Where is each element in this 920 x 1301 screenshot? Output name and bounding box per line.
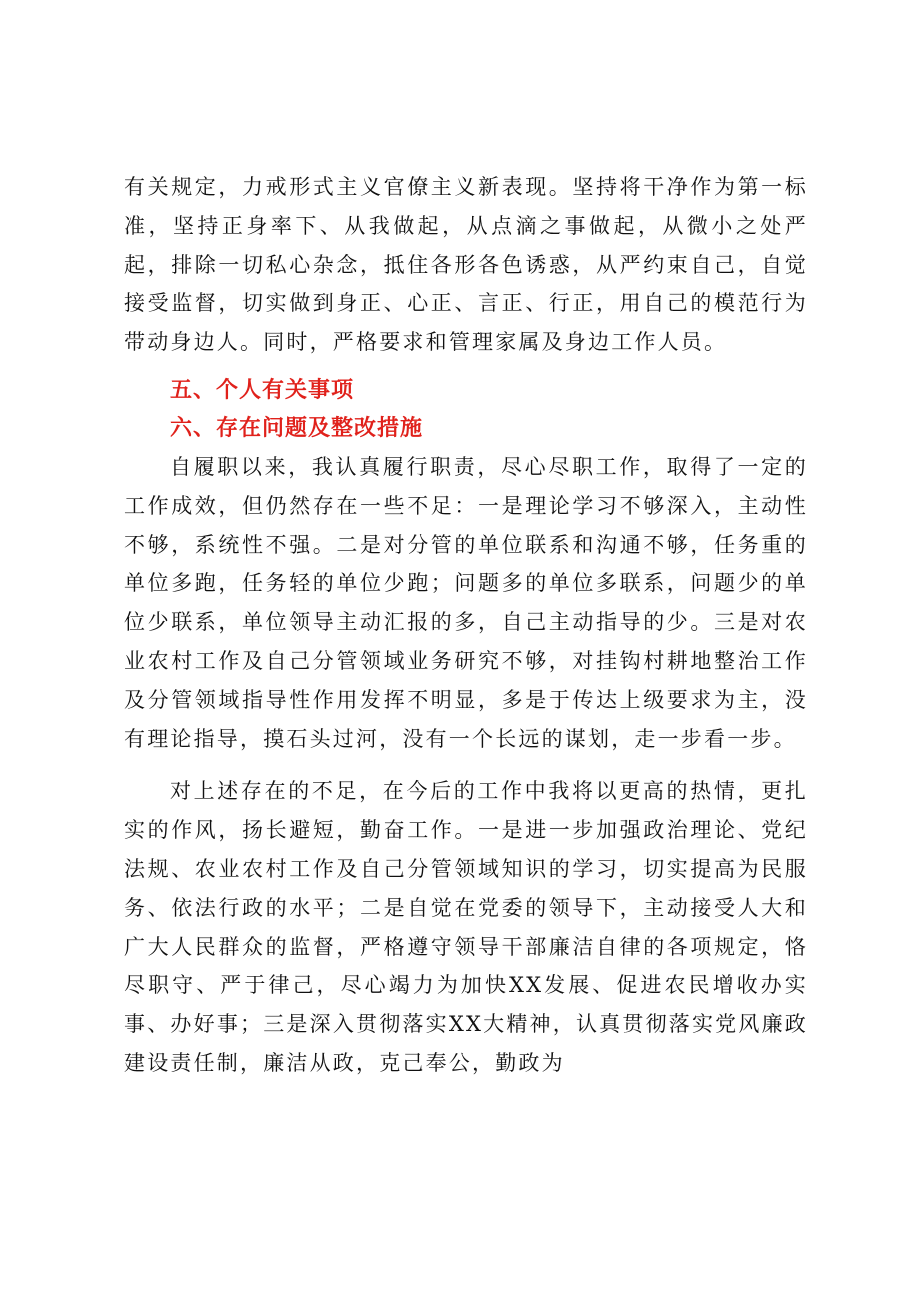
document-body: [124, 168, 808, 1083]
paragraph-gap: [124, 758, 808, 772]
heading-personal-matters: 五、个人有关事项: [170, 377, 355, 403]
paragraph-conduct-continuation: 有关规定，力戒形式主义官僚主义新表现。坚持将干净作为第一标准，坚持正身率下、从我做起，从点滴之事做起，从微小之处严起，排除一切私心杂念，抵住各形各色诱惑，从严约束自己，自觉接受监督，切实做到身正、心正、言正、行正，用自己的模范行为带动身边人。同时，严格要求和管理家属及身边工作人员。: [124, 175, 808, 355]
heading-problems-and-rectification: 六、存在问题及整改措施: [170, 415, 424, 441]
paragraph-rectification-measures: 对上述存在的不足，在今后的工作中我将以更高的热情，更扎实的作风，扬长避短，勤奋工作。一是进一步加强政治理论、党纪法规、农业农村工作及自己分管领域知识的学习，切实提高为民服务、依法行政的水平；二是自觉在党委的领导下，主动接受人大和广大人民群众的监督，严格遵守领导干部廉洁自律的各项规定，恪尽职守、严于律己，尽心竭力为加快XX发展、促进农民增收办实事、办好事；三是深入贯彻落实XX大精神，认真贯彻落实党风廉政建设责任制，廉洁从政，克己奉公，勤政为: [124, 779, 808, 1075]
paragraph-existing-problems: 自履职以来，我认真履行职责，尽心尽职工作，取得了一定的工作成效，但仍然存在一些不足：一是理论学习不够深入，主动性不够，系统性不强。二是对分管的单位联系和沟通不够，任务重的单位多跑，任务轻的单位少跑；问题多的单位多联系，问题少的单位少联系，单位领导主动汇报的多，自己主动指导的少。三是对农业农村工作及自己分管领域业务研究不够，对挂钩村耕地整治工作及分管领域指导性作用发挥不明显，多是于传达上级要求为主，没有理论指导，摸石头过河，没有一个长远的谋划，走一步看一步。: [124, 454, 808, 751]
